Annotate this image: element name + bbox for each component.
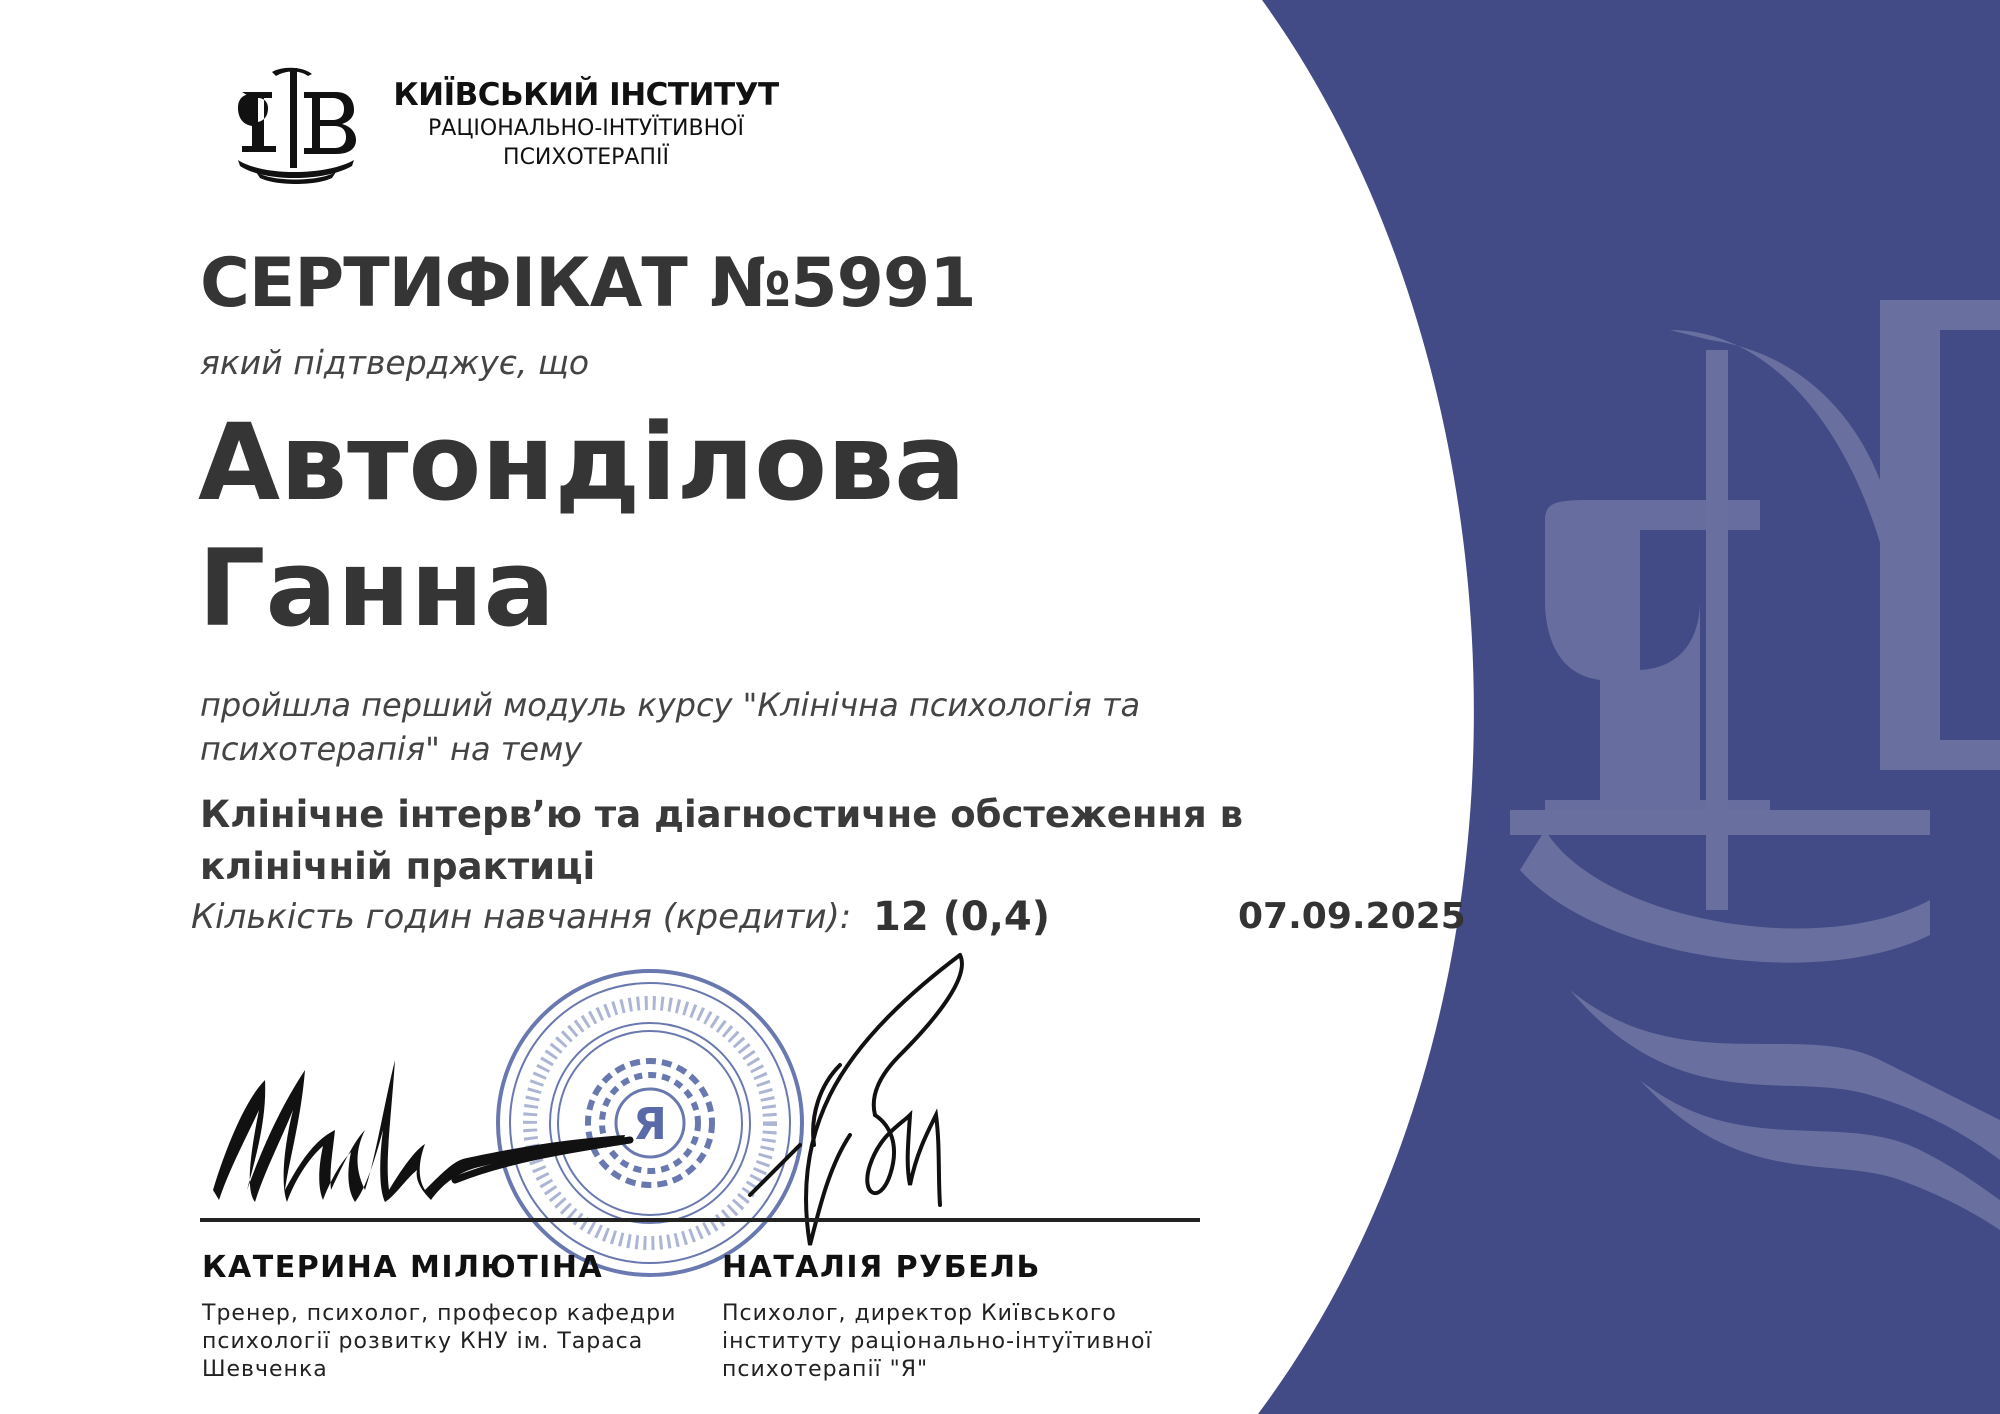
signer-name-2: НАТАЛІЯ РУБЕЛЬ — [722, 1250, 1041, 1285]
signer-role-2 — [722, 1300, 1182, 1384]
signer-role-1 — [202, 1300, 702, 1384]
recipient-name — [198, 400, 1198, 652]
course-topic-line2: клінічній практиці — [200, 845, 596, 888]
stamp-center-letter: Я — [633, 1099, 667, 1150]
signer-role-1-line2: психології розвитку КНУ ім. Тараса — [202, 1329, 644, 1354]
institute-monogram-icon — [232, 64, 360, 186]
signer-role-2-line2: інституту раціонально-інтуїтивної — [722, 1329, 1153, 1354]
institute-name-line3: ПСИХОТЕРАПІЇ — [503, 145, 669, 170]
signature-milyutina — [205, 1040, 635, 1220]
signer-name-1: КАТЕРИНА МІЛЮТІНА — [202, 1250, 604, 1285]
course-intro — [200, 683, 1260, 771]
course-topic — [200, 789, 1300, 893]
hours-label: Кількість годин навчання (кредити): — [191, 897, 852, 937]
institute-name-line1: КИЇВСЬКИЙ ІНСТИТУТ — [393, 77, 779, 113]
course-topic-line1: Клінічне інтерв’ю та діагностичне обстеження в — [200, 793, 1244, 836]
certificate-title: СЕРТИФІКАТ №5991 — [200, 244, 976, 323]
recipient-surname: Автонділова — [198, 401, 966, 524]
confirm-text: який підтверджує, що — [200, 343, 590, 382]
signature-rubel — [740, 945, 980, 1275]
course-intro-line1: пройшла перший модуль курсу "Клінічна психологія та — [200, 686, 1141, 724]
signer-role-1-line1: Тренер, психолог, професор кафедри — [202, 1301, 677, 1326]
course-intro-line2: психотерапія" на тему — [200, 730, 583, 768]
recipient-first-name: Ганна — [198, 527, 556, 650]
hours-value: 12 (0,4) — [873, 894, 1051, 940]
institute-name-line2: РАЦІОНАЛЬНО-ІНТУЇТИВНОЇ — [428, 116, 744, 141]
signer-role-1-line3: Шевченка — [202, 1357, 328, 1382]
issue-date: 07.09.2025 — [1238, 896, 1466, 937]
institute-name — [386, 76, 786, 172]
signer-role-2-line1: Психолог, директор Київського — [722, 1301, 1117, 1326]
signature-line — [200, 1218, 1200, 1222]
signer-role-2-line3: психотерапії "Я" — [722, 1357, 929, 1382]
